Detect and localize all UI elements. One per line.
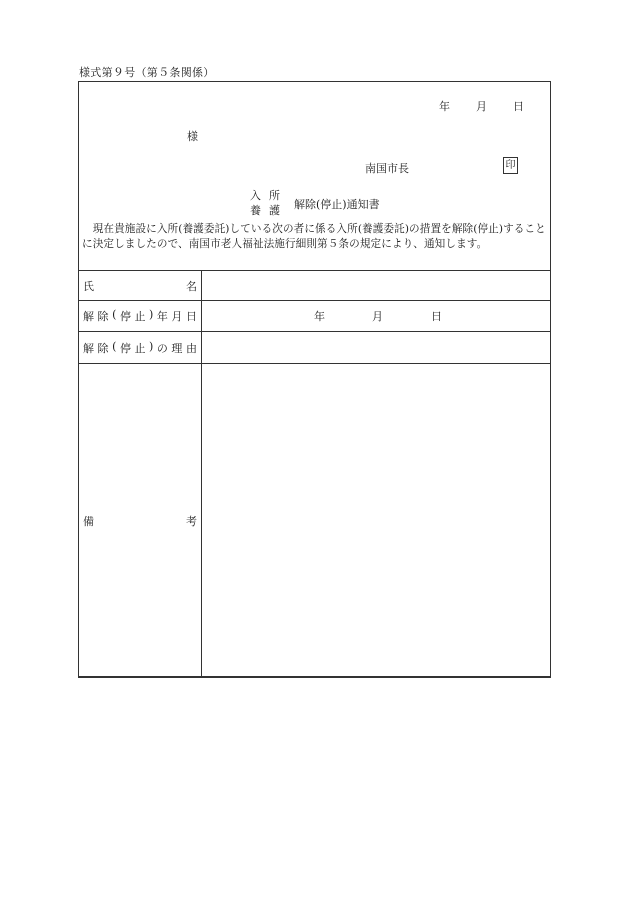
name-field[interactable] xyxy=(202,271,551,301)
label-char: 年 xyxy=(156,310,168,323)
label-char: 解 xyxy=(83,310,94,323)
body-text-content: 現在貴施設に入所(養護委託)している次の者に係る入所(養護委託)の措置を解除(停止)することに決定しましたので、南国市老人福祉法施行細則第５条の規定により、通知します。 xyxy=(82,223,546,250)
name-label-char-1: 氏 xyxy=(83,279,94,293)
label-char: 理 xyxy=(171,341,183,355)
name-label-text xyxy=(83,278,197,294)
label-char: 由 xyxy=(185,341,197,355)
table-row xyxy=(79,332,551,364)
release-day: 日 xyxy=(431,310,442,323)
name-label xyxy=(79,271,202,301)
release-reason-label-text xyxy=(83,340,197,356)
body-text xyxy=(82,222,548,252)
label-char: 停 xyxy=(119,310,131,323)
label-char: ( xyxy=(112,339,117,353)
addressee: 様 xyxy=(187,130,198,143)
document-title-options xyxy=(250,188,288,218)
label-char: ( xyxy=(112,308,117,321)
label-char: 除 xyxy=(97,341,109,355)
notice-form xyxy=(78,81,551,677)
label-char: 停 xyxy=(119,341,131,355)
label-char: 除 xyxy=(97,310,109,323)
details-table xyxy=(78,270,551,678)
form-number: 様式第９号（第５条関係） xyxy=(79,66,215,79)
release-year: 年 xyxy=(314,310,325,323)
label-char: 月 xyxy=(171,310,183,323)
release-month: 月 xyxy=(372,310,383,323)
seal-stamp: 印 xyxy=(503,157,518,174)
label-char: ) xyxy=(149,339,154,353)
table-row xyxy=(79,271,551,301)
table-row xyxy=(79,364,551,678)
label-char: ) xyxy=(149,308,154,321)
title-option-care: 養護 xyxy=(250,204,288,217)
remarks-label-char-1: 備 xyxy=(83,514,94,528)
label-char: の xyxy=(156,341,168,355)
title-option-admission: 入所 xyxy=(250,189,288,202)
table-row xyxy=(79,301,551,332)
remarks-label-char-2: 考 xyxy=(186,514,197,528)
remarks-label-text xyxy=(83,513,197,529)
release-date-label xyxy=(79,301,202,332)
release-date-label-text xyxy=(83,308,197,324)
release-reason-label xyxy=(79,332,202,364)
name-label-char-2: 名 xyxy=(186,279,197,293)
release-date-field[interactable] xyxy=(202,301,551,332)
issue-date xyxy=(439,98,524,114)
issue-month: 月 xyxy=(476,100,487,113)
remarks-field[interactable] xyxy=(202,364,551,678)
issue-day: 日 xyxy=(513,100,524,113)
issue-year: 年 xyxy=(439,100,450,113)
label-char: 止 xyxy=(134,341,146,355)
label-char: 解 xyxy=(83,341,94,355)
label-char: 日 xyxy=(185,310,197,323)
release-reason-field[interactable] xyxy=(202,332,551,364)
document-title: 解除(停止)通知書 xyxy=(294,198,380,211)
remarks-label xyxy=(79,364,202,678)
sender-name: 南国市長 xyxy=(365,162,409,175)
label-char: 止 xyxy=(134,310,146,323)
